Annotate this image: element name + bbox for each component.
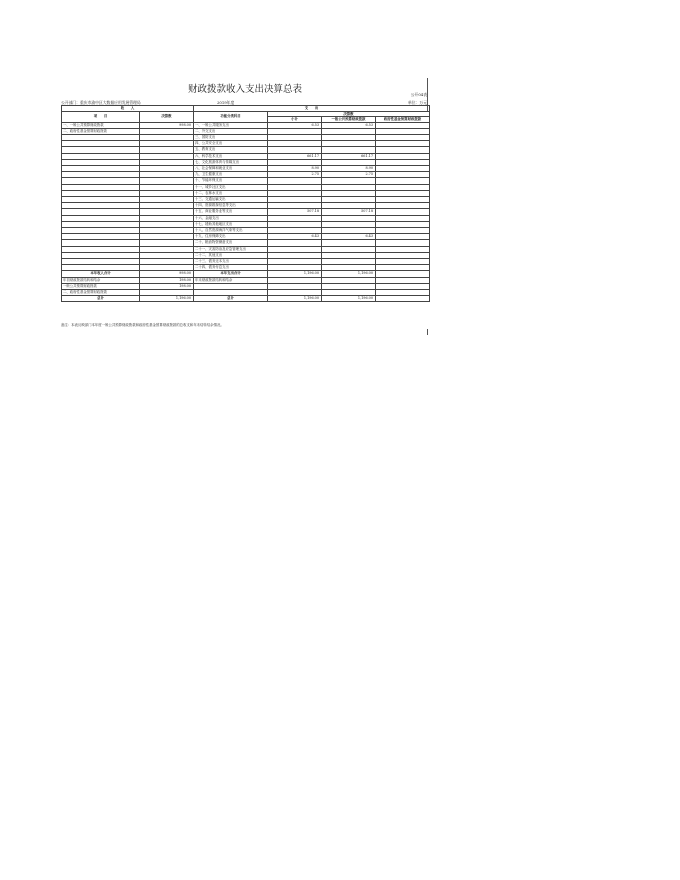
expense-item-cell: 八、社会保障和就业支出 — [194, 165, 268, 171]
income-header: 收 入 — [62, 106, 194, 112]
form-number: 公开04表 — [410, 92, 427, 97]
expense-item-cell: 十四、资源勘探信息等支出 — [194, 203, 268, 209]
general-value-cell: 661.17 — [322, 153, 376, 159]
income-item-cell: 年初财政拨款结转和结余 — [62, 277, 140, 283]
expense-item-cell: 十一、城乡社区支出 — [194, 184, 268, 190]
fiscal-table — [61, 105, 430, 302]
expense-item-cell: 四、公共安全支出 — [194, 141, 268, 147]
expense-item-cell: 七、文化旅游体育与传媒支出 — [194, 159, 268, 165]
expense-item-cell: 一、一般公共服务支出 — [194, 122, 268, 128]
fiscal-year: 2019年度 — [217, 100, 235, 105]
expense-item-cell: 二十二、其他支出 — [194, 252, 268, 258]
fund-value-cell — [376, 296, 430, 302]
expense-item-cell: 十八、自然资源海洋气象等支出 — [194, 227, 268, 233]
subtotal-value-cell: 1,196.00 — [268, 296, 322, 302]
income-item-cell: 一、一般公共预算财政拨款 — [62, 122, 140, 128]
general-value-cell: 1,196.00 — [322, 271, 376, 277]
subtotal-value-cell: 661.17 — [268, 153, 322, 159]
income-value-cell: 998.00 — [140, 271, 194, 277]
expense-header: 支 出 — [194, 106, 430, 112]
fund-header: 政府性基金预算财政拨款 — [376, 117, 430, 123]
income-value-cell: 198.00 — [140, 283, 194, 289]
expense-item-cell: 本年支出合计 — [194, 271, 268, 277]
income-value-cell: 1,196.00 — [140, 296, 194, 302]
expense-item-cell: 年末财政拨款结转和结余 — [194, 277, 268, 283]
department-label: 公开部门：重庆市渝中区大数据应用发展管理局 — [61, 100, 141, 105]
expense-item-cell: 十五、商业服务业等支出 — [194, 209, 268, 215]
expense-item-cell: 六、科学技术支出 — [194, 153, 268, 159]
edge-tick — [427, 329, 428, 335]
subtotal-value-cell: 1,196.00 — [268, 271, 322, 277]
income-item-cell: 二、政府性基金预算财政拨款 — [62, 289, 140, 295]
subtotal-value-cell: 8.90 — [268, 165, 322, 171]
subtotal-value-cell: 6.43 — [268, 234, 322, 240]
subtotal-value-cell: 6.53 — [268, 122, 322, 128]
income-value-cell: 998.00 — [140, 122, 194, 128]
final-header: 决算数 — [140, 111, 194, 122]
expense-item-cell: 三、国防支出 — [194, 134, 268, 140]
general-value-cell: 6.53 — [322, 122, 376, 128]
general-header: 一般公共预算财政拨款 — [322, 117, 376, 123]
footnote: 备注：本表反映部门本年度一般公共预算财政拨款和政府性基金预算财政拨款的总收支和年末结转结余情况。 — [61, 323, 224, 327]
final2-header: 决算数 — [268, 111, 430, 117]
subtotal-value-cell: 507.18 — [268, 209, 322, 215]
expense-item-cell: 二十一、灾害防治及应急管理支出 — [194, 246, 268, 252]
expense-item-cell: 十七、援助其他地区支出 — [194, 221, 268, 227]
expense-item-cell: 十、节能环保支出 — [194, 178, 268, 184]
expense-item-cell: 二、外交支出 — [194, 128, 268, 134]
subtotal-value-cell: 2.75 — [268, 172, 322, 178]
expense-item-cell: 二十四、债务付息支出 — [194, 265, 268, 271]
expense-item-cell: 二十三、债务还本支出 — [194, 258, 268, 264]
subtotal-header: 小计 — [268, 117, 322, 123]
expense-item-cell: 五、教育支出 — [194, 147, 268, 153]
income-item-cell: 二、政府性基金预算财政拨款 — [62, 128, 140, 134]
income-item-cell: 一般公共预算财政拨款 — [62, 283, 140, 289]
income-value-cell: 198.00 — [140, 277, 194, 283]
expense-item-cell: 十二、农林水支出 — [194, 190, 268, 196]
expense-item-cell: 十三、交通运输支出 — [194, 196, 268, 202]
expense-item-cell: 十九、住房保障支出 — [194, 234, 268, 240]
expense-item-cell: 九、卫生健康支出 — [194, 172, 268, 178]
report-title: 财政拨款收入支出决算总表 — [187, 84, 302, 95]
expense-item-cell: 总计 — [194, 296, 268, 302]
general-value-cell: 6.43 — [322, 234, 376, 240]
unit-label: 单位：万元 — [408, 100, 427, 105]
general-value-cell: 1,196.00 — [322, 296, 376, 302]
func-header: 功能分类科目 — [194, 111, 268, 122]
general-value-cell: 8.90 — [322, 165, 376, 171]
income-item-cell: 总计 — [62, 296, 140, 302]
expense-item-cell: 二十、粮油物资储备支出 — [194, 240, 268, 246]
expense-item-cell: 十六、金融支出 — [194, 215, 268, 221]
item-header: 项 目 — [62, 111, 140, 122]
general-value-cell: 2.75 — [322, 172, 376, 178]
table-row — [62, 296, 430, 302]
general-value-cell: 507.18 — [322, 209, 376, 215]
income-item-cell: 本年收入合计 — [62, 271, 140, 277]
